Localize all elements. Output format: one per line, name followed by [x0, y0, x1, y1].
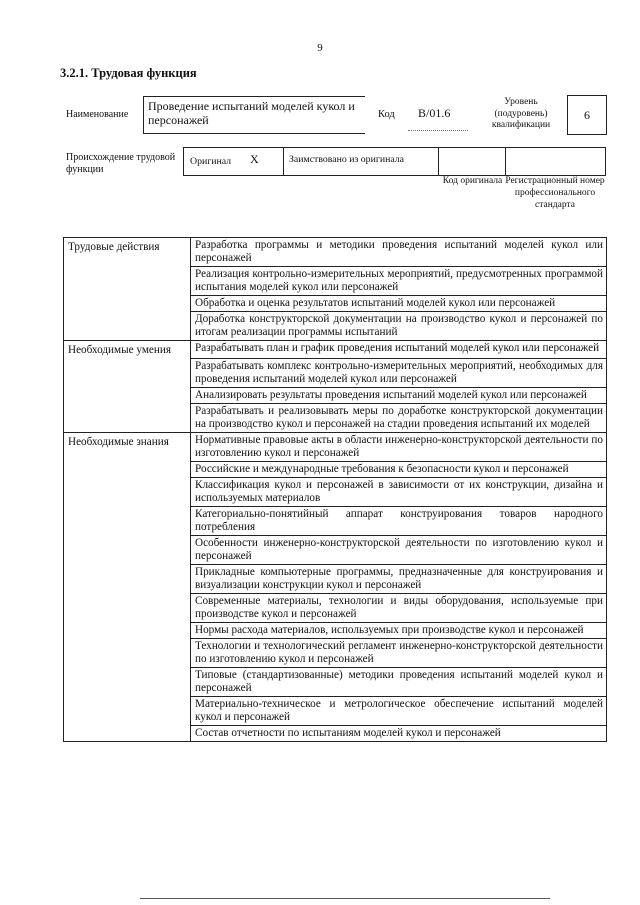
table-row	[64, 238, 607, 267]
table-row	[64, 341, 607, 359]
page-number: 9	[317, 42, 323, 54]
table-row	[64, 622, 607, 638]
table-row	[64, 267, 607, 296]
table-row	[64, 696, 607, 725]
table-row	[64, 667, 607, 696]
origin-code-caption: Код оригинала	[442, 176, 503, 186]
table-cell: Материально-техническое и метрологическое обеспечение испытаний моделей кукол и персонажей	[191, 696, 607, 725]
origin-divider-3	[505, 147, 506, 175]
table-row	[64, 477, 607, 506]
table-row	[64, 535, 607, 564]
table-cell: Анализировать результаты проведения испытаний моделей кукол или персонажей	[191, 387, 607, 403]
table-row	[64, 358, 607, 387]
table-cell: Типовые (стандартизованные) методики проведения испытаний моделей кукол и персонажей	[191, 667, 607, 696]
origin-regnum-caption: Регистрационный номер профессионального стандарта	[505, 176, 605, 210]
table-cell: Прикладные компьютерные программы, предназначенные для конструирования и визуализации конструкции кукол и персонажей	[191, 564, 607, 593]
name-value: Проведение испытаний моделей кукол и персонажей	[143, 96, 365, 134]
function-table	[63, 237, 607, 742]
origin-divider-1	[283, 147, 284, 175]
table-cell: Категориально-понятийный аппарат конструирования товаров народного потребления	[191, 506, 607, 535]
table-cell: Состав отчетности по испытаниям моделей кукол и персонажей	[191, 725, 607, 741]
table-row	[64, 312, 607, 341]
code-label: Код	[378, 109, 395, 120]
table-cell: Технологии и технологический регламент инженерно-конструкторской деятельности по изготовлению кукол и персонажей	[191, 638, 607, 667]
table-row	[64, 432, 607, 461]
table-row	[64, 564, 607, 593]
table-cell: Доработка конструкторской документации на производство кукол и персонажей по итогам реализации программы испытаний	[191, 312, 607, 341]
table-cell: Нормы расхода материалов, используемых при производстве кукол и персонажей	[191, 622, 607, 638]
bottom-rule	[140, 898, 550, 899]
table-row	[64, 593, 607, 622]
origin-borrowed: Заимствовано из оригинала	[289, 154, 404, 165]
table-cell: Российские и международные требования к безопасности кукол и персонажей	[191, 461, 607, 477]
level-value: 6	[567, 95, 607, 135]
table-cell: Реализация контрольно-измерительных мероприятий, предусмотренных программой испытания моделей кукол или персонажей	[191, 267, 607, 296]
table-cell: Классификация кукол и персонажей в зависимости от их конструкции, дизайна и используемых материалов	[191, 477, 607, 506]
table-cell: Разрабатывать комплекс контрольно-измерительных мероприятий, необходимых для проведения испытаний моделей кукол или персонажей	[191, 358, 607, 387]
code-value: B/01.6	[418, 106, 451, 120]
origin-label: Происхождение трудовой функции	[66, 152, 176, 175]
section-heading: 3.2.1. Трудовая функция	[60, 66, 197, 80]
table-cell: Современные материалы, технологии и виды оборудования, используемые при производстве кукол и персонажей	[191, 593, 607, 622]
table-row	[64, 461, 607, 477]
name-label: Наименование	[66, 109, 129, 120]
origin-divider-2	[438, 147, 439, 175]
table-cell: Разработка программы и методики проведения испытаний моделей кукол или персонажей	[191, 238, 607, 267]
table-row	[64, 387, 607, 403]
origin-mark: X	[250, 152, 259, 166]
category-labor-actions: Трудовые действия	[64, 238, 191, 267]
table-row	[64, 638, 607, 667]
table-cell: Разрабатывать и реализовывать меры по доработке конструкторской документации на производство кукол и персонажей на стадии проведения испытаний их моделей	[191, 403, 607, 432]
table-cell: Нормативные правовые акты в области инженерно-конструкторской деятельности по изготовлению кукол и персонажей	[191, 432, 607, 461]
table-cell: Обработка и оценка результатов испытаний моделей кукол или персонажей	[191, 296, 607, 312]
level-label: Уровень (подуровень) квалификации	[491, 97, 551, 130]
table-cell: Особенности инженерно-конструкторской деятельности по изготовлению кукол и персонажей	[191, 535, 607, 564]
category-required-knowledge: Необходимые знания	[64, 432, 191, 461]
code-underline	[408, 130, 468, 131]
table-row	[64, 403, 607, 432]
table-row	[64, 296, 607, 312]
table-cell: Разрабатывать план и график проведения испытаний моделей кукол или персонажей	[191, 341, 607, 359]
category-required-skills: Необходимые умения	[64, 341, 191, 359]
origin-original: Оригинал	[190, 156, 232, 167]
table-row	[64, 506, 607, 535]
table-row	[64, 725, 607, 741]
